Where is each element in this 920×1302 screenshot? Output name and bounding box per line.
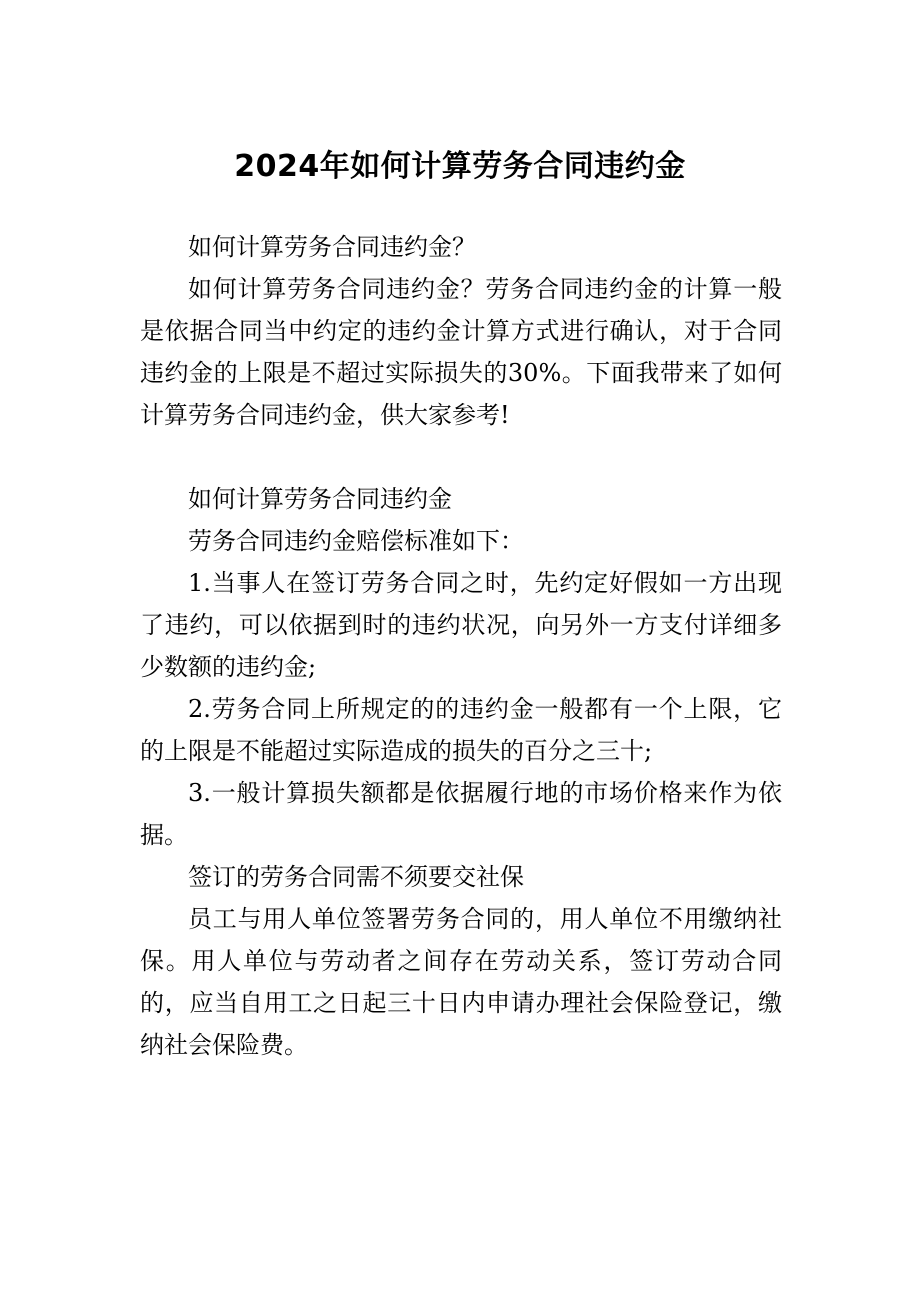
section-heading-calc: 如何计算劳务合同违约金 (188, 485, 452, 513)
list-item-2: 2.劳务合同上所规定的的违约金一般都有一个上限，它的上限是不能超过实际造成的损失的百分之三十; (140, 695, 782, 765)
paragraph-standard-intro: 劳务合同违约金赔偿标准如下： (188, 527, 524, 555)
document-title: 2024年如何计算劳务合同违约金 (234, 149, 686, 184)
paragraph-question: 如何计算劳务合同违约金？ (188, 233, 476, 261)
list-item-3: 3.一般计算损失额都是依据履行地的市场价格来作为依据。 (140, 779, 782, 849)
paragraph-social-security: 员工与用人单位签署劳务合同的，用人单位不用缴纳社保。用人单位与劳动者之间存在劳动关系，签订劳动合同的，应当自用工之日起三十日内申请办理社会保险登记，缴纳社会保险费。 (140, 905, 782, 1059)
section-heading-social-security: 签订的劳务合同需不须要交社保 (188, 863, 524, 891)
list-item-1: 1.当事人在签订劳务合同之时，先约定好假如一方出现了违约，可以依据到时的违约状况，向另外一方支付详细多少数额的违约金; (140, 569, 782, 681)
paragraph-intro: 如何计算劳务合同违约金？劳务合同违约金的计算一般是依据合同当中约定的违约金计算方式进行确认，对于合同违约金的上限是不超过实际损失的30%。下面我带来了如何计算劳务合同违约金，供大家参考! (140, 275, 782, 429)
paragraph-spacer (140, 436, 782, 478)
document-body (140, 226, 782, 1066)
